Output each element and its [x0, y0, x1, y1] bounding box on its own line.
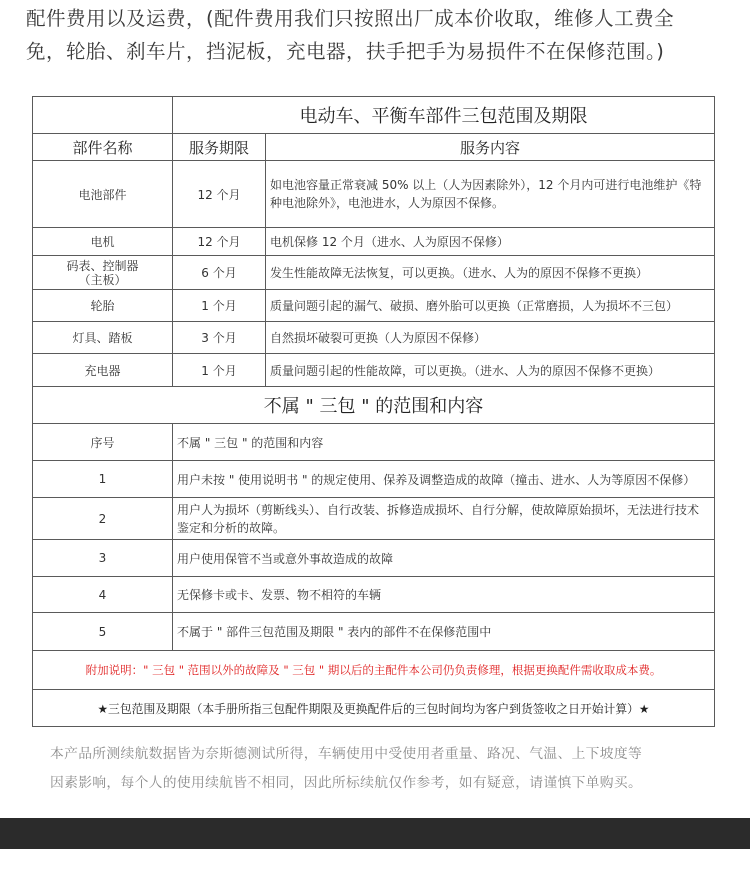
- row-period: 12 个月: [173, 161, 266, 228]
- row-period: 6 个月: [173, 256, 266, 290]
- table-header-row: [33, 134, 715, 161]
- row-part: 电机: [33, 228, 173, 256]
- exclusion-row: [33, 577, 715, 613]
- exclusion-row: [33, 498, 715, 540]
- row-period: 12 个月: [173, 228, 266, 256]
- exclusion-index: 4: [33, 577, 173, 613]
- disclaimer-line-1: 本产品所测续航数据皆为奈斯德测试所得，车辆使用中受使用者重量、路况、气温、上下坡度等: [50, 746, 643, 762]
- table-row: [33, 290, 715, 322]
- exclusion-row: [33, 613, 715, 651]
- intro-line-2: 免，轮胎、刹车片，挡泥板，充电器，扶手把手为易损件不在保修范围。): [26, 40, 665, 63]
- row-part: 灯具、踏板: [33, 322, 173, 354]
- exclusion-index: 5: [33, 613, 173, 651]
- exclusions-title: 不属 " 三包 " 的范围和内容: [33, 387, 715, 424]
- range-disclaimer: [50, 740, 730, 798]
- row-content: 自然损坏破裂可更换（人为原因不保修）: [266, 322, 715, 354]
- row-content: 质量问题引起的性能故障，可以更换。（进水、人为的原因不保修不更换）: [266, 354, 715, 387]
- header-period: 服务期限: [173, 134, 266, 161]
- warranty-table: [32, 96, 715, 727]
- row-part: 轮胎: [33, 290, 173, 322]
- row-period: 3 个月: [173, 322, 266, 354]
- exclusion-content: 用户使用保管不当或意外事故造成的故障: [173, 540, 715, 577]
- disclaimer-line-2: 因素影响，每个人的使用续航皆不相同，因此所标续航仅作参考，如有疑意，请谨慎下单购买。: [50, 775, 643, 791]
- exclusions-header-row: [33, 424, 715, 461]
- bottom-banner: [0, 818, 750, 883]
- bottom-banner-title: 免责声明: [310, 848, 486, 883]
- additional-note: 附加说明：" 三包 " 范围以外的故障及 " 三包 " 期以后的主配件本公司仍负责修理，根据更换配件需收取成本费。: [33, 651, 715, 690]
- row-part: 充电器: [33, 354, 173, 387]
- warranty-footer: ★三包范围及期限（本手册所指三包配件期限及更换配件后的三包时间均为客户到货签收之日开始计算）★: [33, 690, 715, 727]
- exclusion-content: 不属于 " 部件三包范围及期限 " 表内的部件不在保修范围中: [173, 613, 715, 651]
- exclusion-row: [33, 540, 715, 577]
- table-title: 电动车、平衡车部件三包范围及期限: [173, 97, 715, 134]
- exclusions-header-index: 序号: [33, 424, 173, 461]
- table-title-blank: [33, 97, 173, 134]
- exclusions-title-row: [33, 387, 715, 424]
- table-row: [33, 256, 715, 290]
- table-row: [33, 322, 715, 354]
- row-content: 发生性能故障无法恢复，可以更换。（进水、人为的原因不保修不更换）: [266, 256, 715, 290]
- row-content: 如电池容量正常衰减 50% 以上（人为因素除外），12 个月内可进行电池维护《特种电池除外》，电池进水，人为原因不保修。: [266, 161, 715, 228]
- row-part: 码表、控制器 （主板）: [33, 256, 173, 290]
- intro-text: [26, 2, 726, 68]
- exclusions-header-content: 不属 " 三包 " 的范围和内容: [173, 424, 715, 461]
- exclusion-index: 3: [33, 540, 173, 577]
- row-period: 1 个月: [173, 290, 266, 322]
- row-content: 质量问题引起的漏气、破损、磨外胎可以更换（正常磨损，人为损坏不三包）: [266, 290, 715, 322]
- row-period: 1 个月: [173, 354, 266, 387]
- table-row: [33, 161, 715, 228]
- note-row: [33, 651, 715, 690]
- exclusion-content: 用户未按 " 使用说明书 " 的规定使用、保养及调整造成的故障（撞击、进水、人为等原因不保修）: [173, 461, 715, 498]
- row-part: 电池部件: [33, 161, 173, 228]
- header-content: 服务内容: [266, 134, 715, 161]
- footer-row: [33, 690, 715, 727]
- header-part: 部件名称: [33, 134, 173, 161]
- table-title-row: [33, 97, 715, 134]
- exclusion-content: 无保修卡或卡、发票、物不相符的车辆: [173, 577, 715, 613]
- intro-line-1: 配件费用以及运费，(配件费用我们只按照出厂成本价收取，维修人工费全: [26, 7, 675, 30]
- exclusion-index: 2: [33, 498, 173, 540]
- row-content: 电机保修 12 个月（进水、人为原因不保修）: [266, 228, 715, 256]
- table-row: [33, 228, 715, 256]
- exclusion-content: 用户人为损坏（剪断线头）、自行改装、拆修造成损坏、自行分解，使故障原始损坏，无法进行技术鉴定和分析的故障。: [173, 498, 715, 540]
- exclusion-index: 1: [33, 461, 173, 498]
- exclusion-row: [33, 461, 715, 498]
- table-row: [33, 354, 715, 387]
